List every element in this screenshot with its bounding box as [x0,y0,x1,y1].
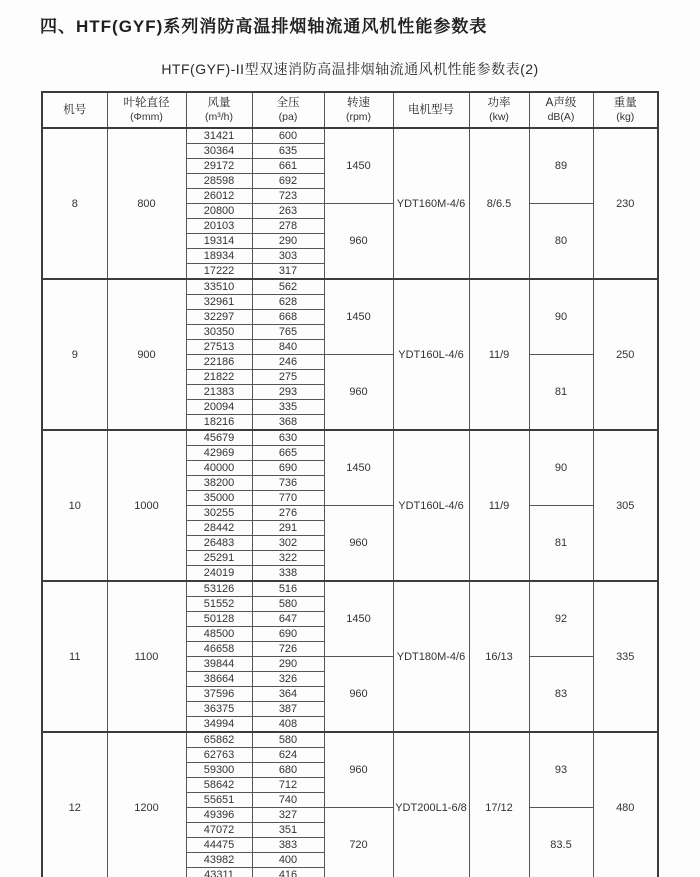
air-flow-cell: 33510 [186,279,252,295]
air-flow-cell: 49396 [186,808,252,823]
total-pressure-cell: 690 [252,461,324,476]
col-header-label: 重量 [613,97,637,109]
total-pressure-cell: 726 [252,642,324,657]
air-flow-cell: 25291 [186,551,252,566]
air-flow-cell: 29172 [186,159,252,174]
fan-performance-table [41,91,659,877]
power-cell: 17/12 [469,732,529,877]
total-pressure-cell: 383 [252,838,324,853]
table-row [42,732,658,748]
power-cell: 8/6.5 [469,128,529,279]
total-pressure-cell: 692 [252,174,324,189]
table-subtitle: HTF(GYF)-II型双速消防高温排烟轴流通风机性能参数表(2) [161,61,539,77]
total-pressure-cell: 736 [252,476,324,491]
noise-level-cell: 92 [529,581,593,657]
power-cell: 11/9 [469,279,529,430]
air-flow-cell: 53126 [186,581,252,597]
noise-level-cell: 80 [529,204,593,280]
total-pressure-cell: 628 [252,295,324,310]
total-pressure-cell: 680 [252,763,324,778]
air-flow-cell: 18934 [186,249,252,264]
power-cell: 11/9 [469,430,529,581]
total-pressure-cell: 765 [252,325,324,340]
fan-size-cell: 11 [42,581,107,732]
speed-cell: 720 [324,808,393,877]
total-pressure-cell: 723 [252,189,324,204]
total-pressure-cell: 351 [252,823,324,838]
air-flow-cell: 48500 [186,627,252,642]
total-pressure-cell: 690 [252,627,324,642]
air-flow-cell: 19314 [186,234,252,249]
noise-level-cell: 81 [529,506,593,582]
air-flow-cell: 36375 [186,702,252,717]
air-flow-cell: 20094 [186,400,252,415]
col-header-label: 电机型号 [408,104,454,116]
air-flow-cell: 31421 [186,128,252,144]
air-flow-cell: 26012 [186,189,252,204]
motor-model-cell: YDT160M-4/6 [393,128,469,279]
header-row [42,92,658,128]
air-flow-cell: 40000 [186,461,252,476]
total-pressure-cell: 516 [252,581,324,597]
air-flow-cell: 17222 [186,264,252,280]
total-pressure-cell: 600 [252,128,324,144]
air-flow-cell: 22186 [186,355,252,370]
total-pressure-cell: 740 [252,793,324,808]
speed-cell: 1450 [324,430,393,506]
air-flow-cell: 26483 [186,536,252,551]
air-flow-cell: 51552 [186,597,252,612]
col-header-unit: (kg) [616,111,635,123]
impeller-diameter-cell: 800 [107,128,186,279]
speed-cell: 960 [324,732,393,808]
impeller-diameter-cell: 900 [107,279,186,430]
total-pressure-cell: 580 [252,597,324,612]
air-flow-cell: 38664 [186,672,252,687]
air-flow-cell: 27513 [186,340,252,355]
table-row [42,581,658,597]
total-pressure-cell: 668 [252,310,324,325]
col-header-impeller-diameter [107,92,186,128]
total-pressure-cell: 335 [252,400,324,415]
speed-cell: 960 [324,506,393,582]
air-flow-cell: 42969 [186,446,252,461]
col-header-unit: (m³/h) [205,111,233,123]
air-flow-cell: 55651 [186,793,252,808]
page-title: 四、HTF(GYF)系列消防高温排烟轴流通风机性能参数表 [40,17,488,36]
air-flow-cell: 43982 [186,853,252,868]
total-pressure-cell: 263 [252,204,324,219]
total-pressure-cell: 712 [252,778,324,793]
noise-level-cell: 93 [529,732,593,808]
air-flow-cell: 46658 [186,642,252,657]
total-pressure-cell: 338 [252,566,324,582]
speed-cell: 1450 [324,581,393,657]
noise-level-cell: 90 [529,430,593,506]
noise-level-cell: 90 [529,279,593,355]
col-header-unit: dB(A) [547,111,575,123]
total-pressure-cell: 624 [252,748,324,763]
air-flow-cell: 28442 [186,521,252,536]
total-pressure-cell: 293 [252,385,324,400]
total-pressure-cell: 840 [252,340,324,355]
total-pressure-cell: 647 [252,612,324,627]
air-flow-cell: 62763 [186,748,252,763]
total-pressure-cell: 770 [252,491,324,506]
weight-cell: 250 [593,279,658,430]
total-pressure-cell: 416 [252,868,324,877]
col-header-label: 叶轮直径 [123,97,170,109]
noise-level-cell: 83 [529,657,593,733]
total-pressure-cell: 408 [252,717,324,733]
col-header-label: A声级 [545,97,577,109]
col-header-fan-size [42,92,107,128]
speed-cell: 960 [324,204,393,280]
col-header-label: 转速 [347,97,370,109]
col-header-label: 功率 [487,97,511,109]
motor-model-cell: YDT200L1-6/8 [393,732,469,877]
air-flow-cell: 47072 [186,823,252,838]
air-flow-cell: 24019 [186,566,252,582]
col-header-noise-level [529,92,593,128]
col-header-unit: (Φmm) [130,111,163,123]
col-header-label: 风量 [207,97,231,109]
col-header-unit: (kw) [489,111,509,123]
fan-size-cell: 10 [42,430,107,581]
col-header-power [469,92,529,128]
air-flow-cell: 21822 [186,370,252,385]
total-pressure-cell: 303 [252,249,324,264]
impeller-diameter-cell: 1100 [107,581,186,732]
total-pressure-cell: 387 [252,702,324,717]
total-pressure-cell: 580 [252,732,324,748]
air-flow-cell: 50128 [186,612,252,627]
col-header-unit: (pa) [278,111,298,123]
air-flow-cell: 37596 [186,687,252,702]
weight-cell: 305 [593,430,658,581]
air-flow-cell: 58642 [186,778,252,793]
col-header-label: 机号 [63,104,87,116]
noise-level-cell: 89 [529,128,593,204]
col-header-unit: (rpm) [345,111,372,123]
speed-cell: 1450 [324,128,393,204]
noise-level-cell: 83.5 [529,808,593,877]
air-flow-cell: 21383 [186,385,252,400]
air-flow-cell: 30350 [186,325,252,340]
total-pressure-cell: 275 [252,370,324,385]
air-flow-cell: 20103 [186,219,252,234]
total-pressure-cell: 278 [252,219,324,234]
motor-model-cell: YDT160L-4/6 [393,430,469,581]
table-row [42,430,658,446]
fan-size-cell: 8 [42,128,107,279]
air-flow-cell: 35000 [186,491,252,506]
total-pressure-cell: 290 [252,657,324,672]
total-pressure-cell: 317 [252,264,324,280]
col-header-speed [324,92,393,128]
total-pressure-cell: 368 [252,415,324,431]
air-flow-cell: 39844 [186,657,252,672]
total-pressure-cell: 322 [252,551,324,566]
total-pressure-cell: 364 [252,687,324,702]
speed-cell: 960 [324,355,393,431]
air-flow-cell: 43311 [186,868,252,877]
air-flow-cell: 30255 [186,506,252,521]
air-flow-cell: 59300 [186,763,252,778]
total-pressure-cell: 302 [252,536,324,551]
weight-cell: 335 [593,581,658,732]
air-flow-cell: 18216 [186,415,252,431]
speed-cell: 960 [324,657,393,733]
total-pressure-cell: 630 [252,430,324,446]
air-flow-cell: 38200 [186,476,252,491]
weight-cell: 480 [593,732,658,877]
motor-model-cell: YDT160L-4/6 [393,279,469,430]
col-header-label: 全压 [276,97,300,109]
table-row [42,279,658,295]
total-pressure-cell: 276 [252,506,324,521]
air-flow-cell: 45679 [186,430,252,446]
total-pressure-cell: 562 [252,279,324,295]
motor-model-cell: YDT180M-4/6 [393,581,469,732]
air-flow-cell: 34994 [186,717,252,733]
air-flow-cell: 65862 [186,732,252,748]
impeller-diameter-cell: 1200 [107,732,186,877]
air-flow-cell: 32961 [186,295,252,310]
fan-size-cell: 9 [42,279,107,430]
total-pressure-cell: 661 [252,159,324,174]
air-flow-cell: 20800 [186,204,252,219]
power-cell: 16/13 [469,581,529,732]
weight-cell: 230 [593,128,658,279]
col-header-motor-model [393,92,469,128]
air-flow-cell: 30364 [186,144,252,159]
air-flow-cell: 32297 [186,310,252,325]
total-pressure-cell: 665 [252,446,324,461]
col-header-air-flow [186,92,252,128]
total-pressure-cell: 635 [252,144,324,159]
total-pressure-cell: 326 [252,672,324,687]
speed-cell: 1450 [324,279,393,355]
total-pressure-cell: 400 [252,853,324,868]
table-row [42,128,658,144]
total-pressure-cell: 290 [252,234,324,249]
impeller-diameter-cell: 1000 [107,430,186,581]
total-pressure-cell: 246 [252,355,324,370]
total-pressure-cell: 291 [252,521,324,536]
air-flow-cell: 44475 [186,838,252,853]
total-pressure-cell: 327 [252,808,324,823]
noise-level-cell: 81 [529,355,593,431]
col-header-total-pressure [252,92,324,128]
air-flow-cell: 28598 [186,174,252,189]
fan-size-cell: 12 [42,732,107,877]
col-header-weight [593,92,658,128]
